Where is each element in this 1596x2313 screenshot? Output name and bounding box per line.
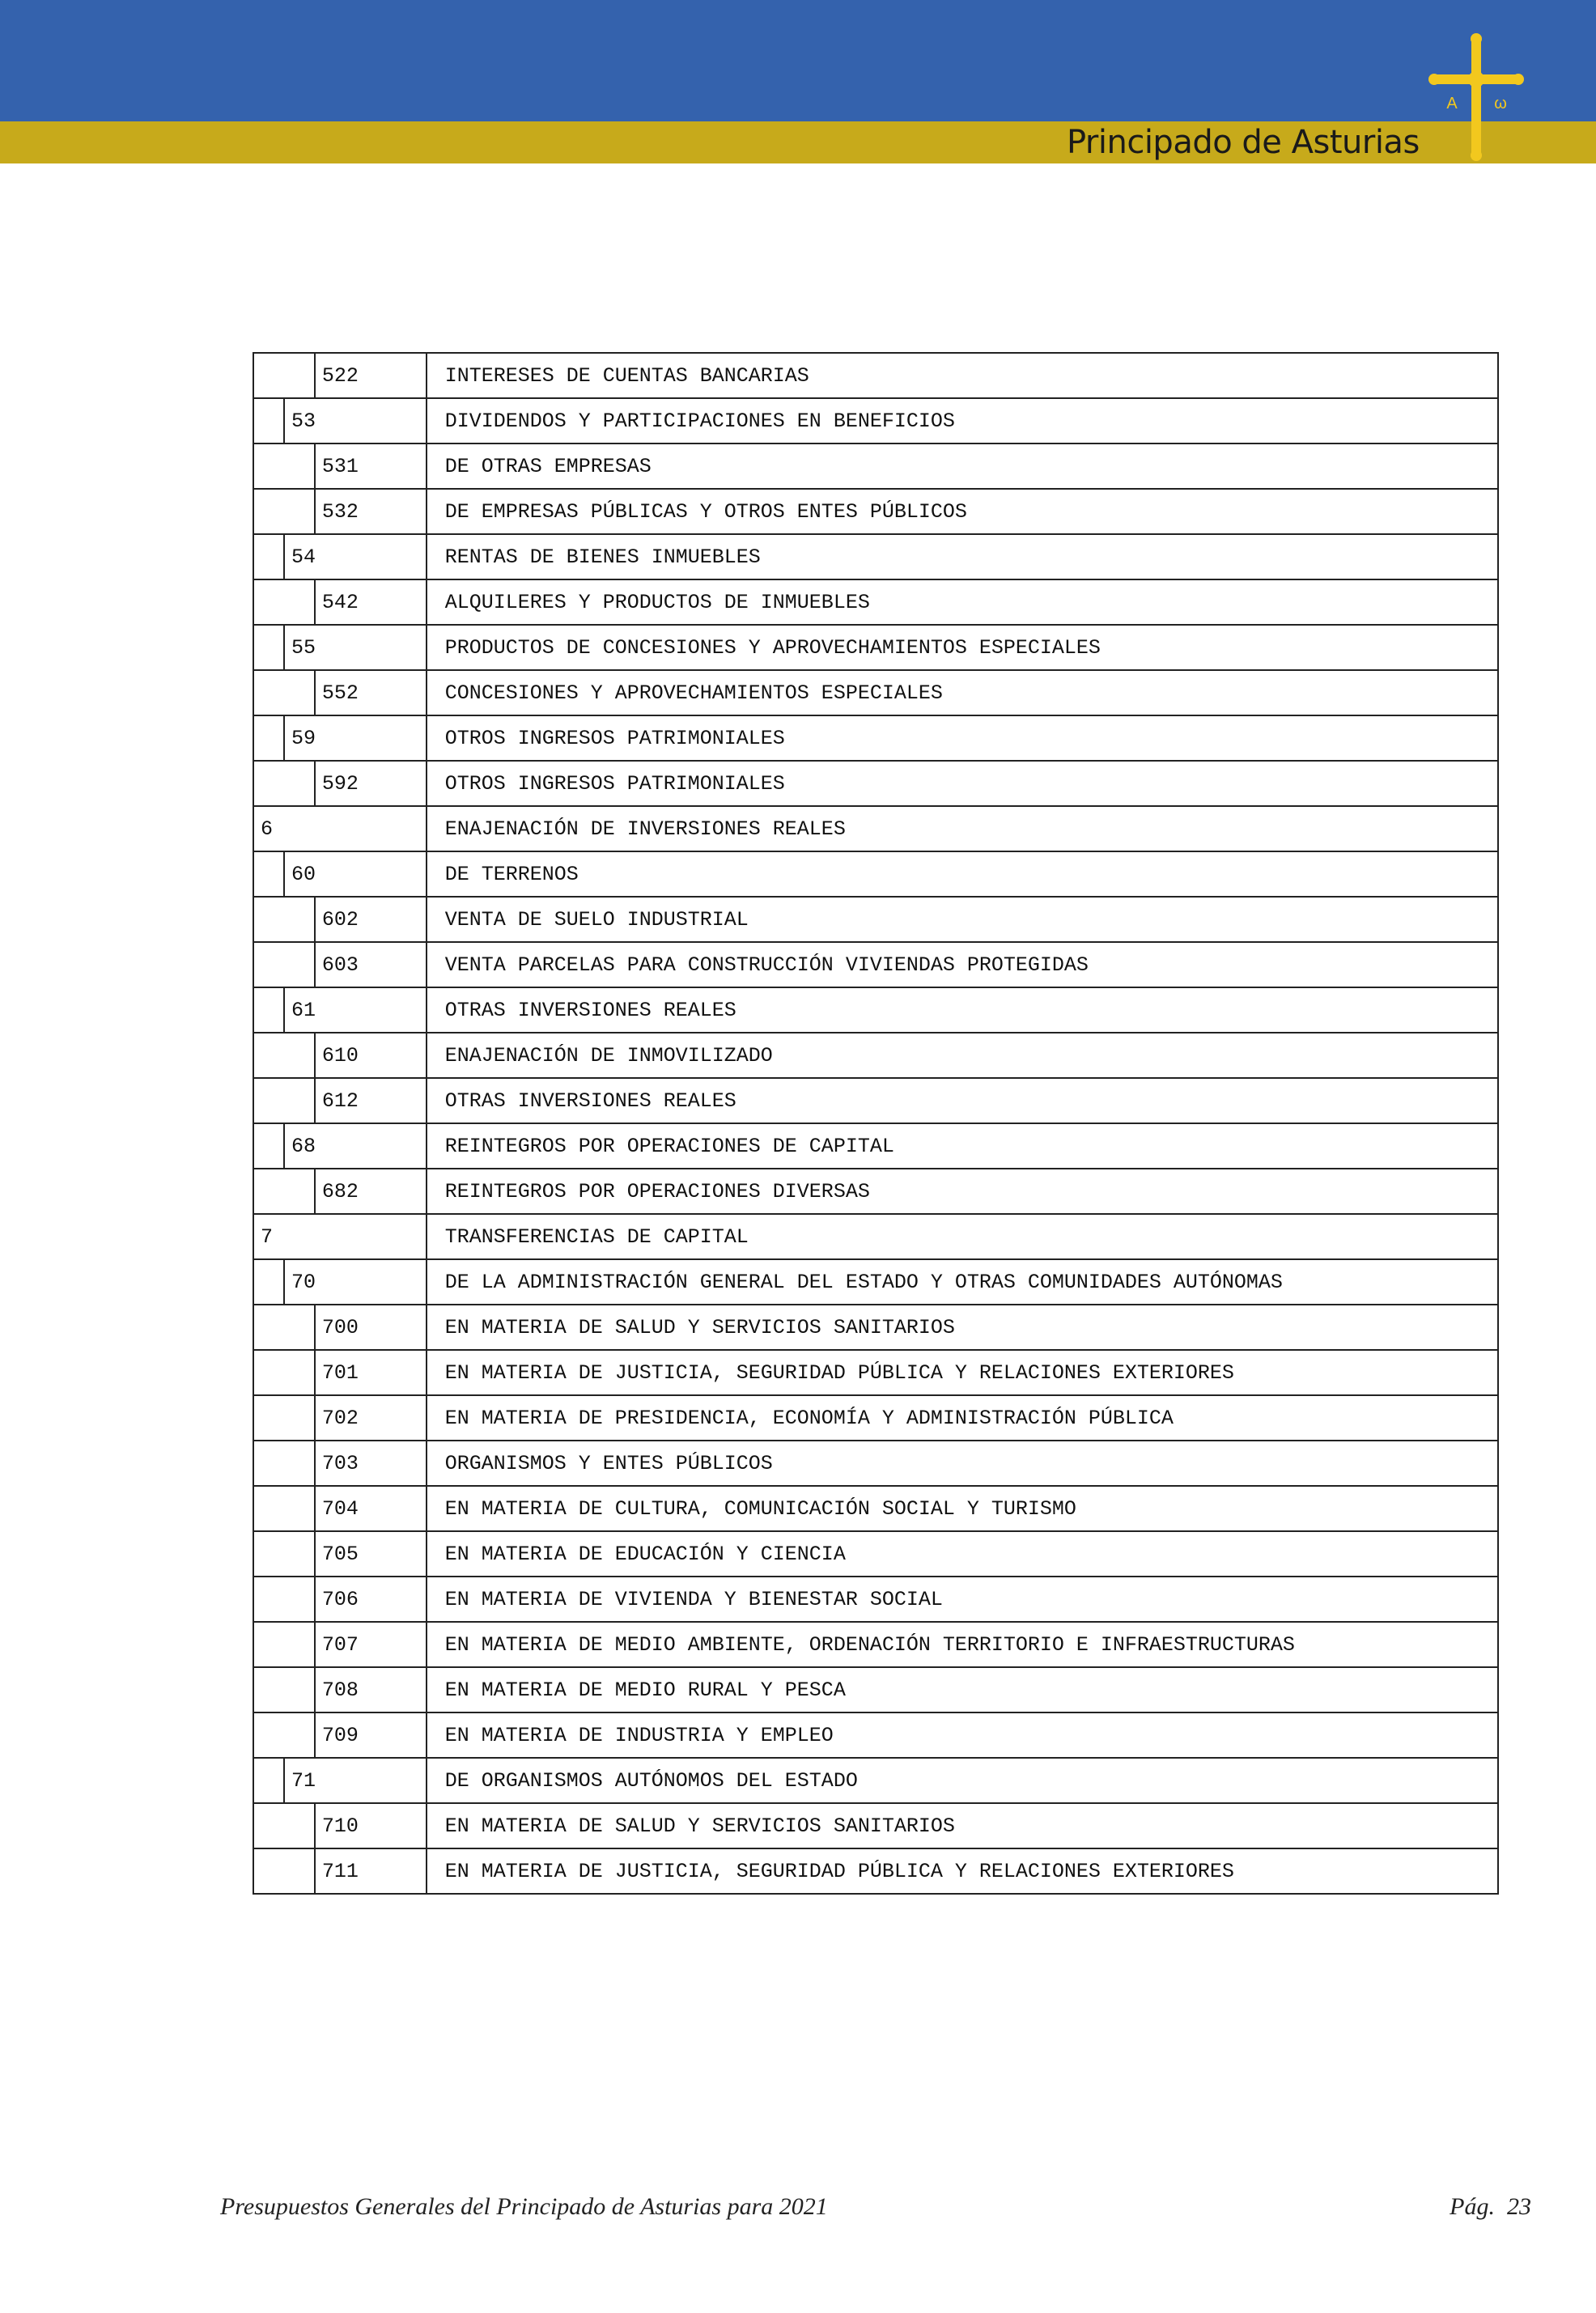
row-description: EN MATERIA DE INDUSTRIA Y EMPLEO [427,1712,1498,1758]
row-description: DE ORGANISMOS AUTÓNOMOS DEL ESTADO [427,1758,1498,1803]
row-code: 68 [284,1123,427,1169]
row-description: EN MATERIA DE PRESIDENCIA, ECONOMÍA Y ADMINISTRACIÓN PÚBLICA [427,1395,1498,1441]
row-code: 552 [315,670,427,715]
indent-cell [253,489,315,534]
row-description: REINTEGROS POR OPERACIONES DIVERSAS [427,1169,1498,1214]
table-row [253,1531,1498,1577]
table-row [253,1214,1498,1259]
indent-cell [253,1169,315,1214]
indent-cell [253,1577,315,1622]
indent-cell [253,625,284,670]
table-row [253,1350,1498,1395]
header-title: Principado de Asturias [1067,124,1420,161]
row-description: EN MATERIA DE MEDIO AMBIENTE, ORDENACIÓN TERRITORIO E INFRAESTRUCTURAS [427,1622,1498,1667]
indent-cell [253,1123,284,1169]
indent-cell [253,1486,315,1531]
row-code: 612 [315,1078,427,1123]
row-code: 55 [284,625,427,670]
row-code: 702 [315,1395,427,1441]
indent-cell [253,1033,315,1078]
row-code: 706 [315,1577,427,1622]
row-description: INTERESES DE CUENTAS BANCARIAS [427,353,1498,398]
indent-cell [253,715,284,761]
row-code: 54 [284,534,427,579]
table-row [253,1848,1498,1894]
row-code: 70 [284,1259,427,1305]
indent-cell [253,579,315,625]
table-row [253,444,1498,489]
table-row [253,851,1498,897]
indent-cell [253,353,315,398]
table-row [253,398,1498,444]
row-description: OTROS INGRESOS PATRIMONIALES [427,761,1498,806]
row-description: EN MATERIA DE JUSTICIA, SEGURIDAD PÚBLICA Y RELACIONES EXTERIORES [427,1848,1498,1894]
row-code: 711 [315,1848,427,1894]
row-description: DE EMPRESAS PÚBLICAS Y OTROS ENTES PÚBLICOS [427,489,1498,534]
row-code: 522 [315,353,427,398]
table-row [253,1758,1498,1803]
indent-cell [253,534,284,579]
budget-classification-table [253,352,1499,1895]
table-row [253,1033,1498,1078]
table-row [253,942,1498,987]
indent-cell [253,398,284,444]
table-row [253,1169,1498,1214]
indent-cell [253,1531,315,1577]
indent-cell [253,444,315,489]
row-code: 7 [253,1214,427,1259]
table-row [253,625,1498,670]
indent-cell [253,1667,315,1712]
indent-cell [253,1803,315,1848]
row-code: 708 [315,1667,427,1712]
row-code: 603 [315,942,427,987]
table-row [253,1577,1498,1622]
row-description: OTRAS INVERSIONES REALES [427,987,1498,1033]
row-description: DIVIDENDOS Y PARTICIPACIONES EN BENEFICIOS [427,398,1498,444]
indent-cell [253,942,315,987]
row-description: VENTA PARCELAS PARA CONSTRUCCIÓN VIVIENDAS PROTEGIDAS [427,942,1498,987]
row-description: REINTEGROS POR OPERACIONES DE CAPITAL [427,1123,1498,1169]
header-blue-band [0,0,1596,121]
row-description: EN MATERIA DE MEDIO RURAL Y PESCA [427,1667,1498,1712]
indent-cell [253,1305,315,1350]
row-code: 703 [315,1441,427,1486]
table-row [253,1305,1498,1350]
table-row [253,761,1498,806]
table-row [253,1667,1498,1712]
table-row [253,715,1498,761]
indent-cell [253,1259,284,1305]
table-row [253,1712,1498,1758]
row-code: 704 [315,1486,427,1531]
row-description: EN MATERIA DE JUSTICIA, SEGURIDAD PÚBLICA Y RELACIONES EXTERIORES [427,1350,1498,1395]
row-description: OTRAS INVERSIONES REALES [427,1078,1498,1123]
indent-cell [253,1395,315,1441]
table-row [253,1441,1498,1486]
row-code: 700 [315,1305,427,1350]
row-code: 682 [315,1169,427,1214]
row-code: 71 [284,1758,427,1803]
footer-page-label: Pág. [1450,2193,1495,2220]
row-code: 532 [315,489,427,534]
row-code: 60 [284,851,427,897]
table-row [253,489,1498,534]
row-description: CONCESIONES Y APROVECHAMIENTOS ESPECIALES [427,670,1498,715]
table-row [253,1078,1498,1123]
emblem-letter-alpha: A [1446,95,1458,112]
indent-cell [253,1848,315,1894]
row-description: PRODUCTOS DE CONCESIONES Y APROVECHAMIENTOS ESPECIALES [427,625,1498,670]
indent-cell [253,1441,315,1486]
indent-cell [253,670,315,715]
row-description: ENAJENACIÓN DE INVERSIONES REALES [427,806,1498,851]
row-code: 531 [315,444,427,489]
table-row [253,534,1498,579]
indent-cell [253,897,315,942]
indent-cell [253,851,284,897]
victory-cross-icon [1428,32,1525,162]
row-code: 707 [315,1622,427,1667]
row-description: ORGANISMOS Y ENTES PÚBLICOS [427,1441,1498,1486]
row-code: 701 [315,1350,427,1395]
indent-cell [253,1078,315,1123]
row-code: 542 [315,579,427,625]
indent-cell [253,1758,284,1803]
table-row [253,579,1498,625]
row-description: DE TERRENOS [427,851,1498,897]
row-code: 602 [315,897,427,942]
row-description: ALQUILERES Y PRODUCTOS DE INMUEBLES [427,579,1498,625]
table-row [253,670,1498,715]
indent-cell [253,761,315,806]
indent-cell [253,987,284,1033]
row-description: VENTA DE SUELO INDUSTRIAL [427,897,1498,942]
table-row [253,897,1498,942]
table-row [253,1123,1498,1169]
row-description: OTROS INGRESOS PATRIMONIALES [427,715,1498,761]
row-description: TRANSFERENCIAS DE CAPITAL [427,1214,1498,1259]
row-description: EN MATERIA DE EDUCACIÓN Y CIENCIA [427,1531,1498,1577]
row-code: 705 [315,1531,427,1577]
table-row [253,1486,1498,1531]
row-code: 61 [284,987,427,1033]
row-code: 709 [315,1712,427,1758]
row-description: EN MATERIA DE VIVIENDA Y BIENESTAR SOCIAL [427,1577,1498,1622]
row-code: 53 [284,398,427,444]
row-description: EN MATERIA DE CULTURA, COMUNICACIÓN SOCIAL Y TURISMO [427,1486,1498,1531]
row-description: EN MATERIA DE SALUD Y SERVICIOS SANITARIOS [427,1305,1498,1350]
row-description: ENAJENACIÓN DE INMOVILIZADO [427,1033,1498,1078]
table-row [253,987,1498,1033]
table-row [253,1803,1498,1848]
footer-document-title: Presupuestos Generales del Principado de Asturias para 2021 [220,2193,828,2220]
row-code: 710 [315,1803,427,1848]
row-description: RENTAS DE BIENES INMUEBLES [427,534,1498,579]
emblem-letter-omega: ω [1494,95,1507,112]
indent-cell [253,1622,315,1667]
row-code: 592 [315,761,427,806]
row-code: 6 [253,806,427,851]
footer-page [1450,2193,1531,2221]
table-row [253,1622,1498,1667]
indent-cell [253,1712,315,1758]
footer-page-number: 23 [1507,2193,1531,2220]
indent-cell [253,1350,315,1395]
table-row [253,1259,1498,1305]
row-code: 59 [284,715,427,761]
row-code: 610 [315,1033,427,1078]
table-row [253,1395,1498,1441]
row-description: EN MATERIA DE SALUD Y SERVICIOS SANITARIOS [427,1803,1498,1848]
row-description: DE OTRAS EMPRESAS [427,444,1498,489]
table-row [253,353,1498,398]
table-row [253,806,1498,851]
row-description: DE LA ADMINISTRACIÓN GENERAL DEL ESTADO Y OTRAS COMUNIDADES AUTÓNOMAS [427,1259,1498,1305]
